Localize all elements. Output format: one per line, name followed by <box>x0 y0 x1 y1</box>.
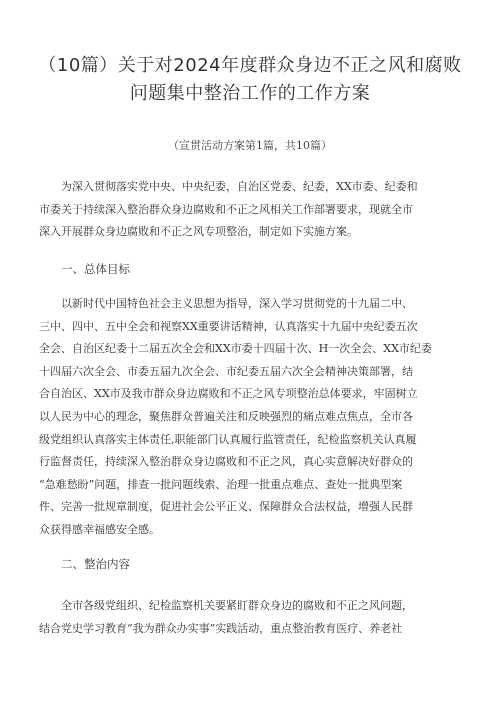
goals-line: 以新时代中国特色社会主义思想为指导，深入学习贯彻党的十九届二中、 <box>61 297 413 310</box>
goals-line: 三中、四中、五中全会和视察XX重要讲话精神，认真落实十九届中央纪委五次 <box>39 319 418 333</box>
goals-line: “急难愁盼”问题，排查一批问题线索、治理一批重点难点、查处一批典型案 <box>39 477 403 491</box>
intro-paragraph <box>39 176 443 244</box>
document-title-line-2: 问题集中整治工作的工作方案 <box>129 83 371 104</box>
intro-line: 为深入贯彻落实党中央、中央纪委，自治区党委、纪委，XX市委、纪委和 <box>61 180 418 193</box>
document-title-line-1: （10篇）关于对2024年度群众身边不正之风和腐败 <box>38 55 462 76</box>
section-heading-goals: 一、总体目标 <box>61 262 130 276</box>
goals-line: 合自治区、XX市及我市群众身边腐败和不正之风专项整治总体要求，牢固树立 <box>39 387 418 401</box>
intro-line: 市委关于持续深入整治群众身边腐败和不正之风相关工作部署要求，现就全市 <box>39 202 413 216</box>
section-heading-contents: 二、整治内容 <box>61 557 130 571</box>
contents-line: 全市各级党组织、纪检监察机关要紧盯群众身边的腐败和不正之风问题， <box>61 599 413 612</box>
contents-line: 结合党史学习教育“我为群众办实事”实践活动，重点整治教育医疗、养老社 <box>39 621 403 635</box>
document-subtitle: （宣贯活动方案第1篇，共10篇） <box>168 139 332 152</box>
goals-line: 众获得感幸福感安全感。 <box>39 522 160 536</box>
goals-line: 件、完善一批规章制度，促进社会公平正义、保障群众合法权益，增强人民群 <box>39 500 413 514</box>
goals-paragraph <box>39 293 443 542</box>
contents-paragraph <box>39 595 443 640</box>
intro-line: 深入开展群众身边腐败和不正之风专项整治，制定如下实施方案。 <box>39 225 358 239</box>
goals-line: 全会、自治区纪委十二届五次全会和XX市委十四届十次、H一次全会、XX市纪委 <box>39 342 432 356</box>
goals-line: 级党组织认真落实主体责任,职能部门认真履行监管责任，纪检监察机关认真履 <box>39 432 417 446</box>
goals-line: 十四届六次全会、市委五届九次全会、市纪委五届六次全会精神决策部署，结 <box>39 364 413 378</box>
goals-line: 行监督责任，持续深入整治群众身边腐败和不正之风，真心实意解决好群众的 <box>39 455 413 469</box>
goals-line: 以人民为中心的理念，聚焦群众普遍关注和反映强烈的痛点难点焦点，全市各 <box>39 409 413 423</box>
